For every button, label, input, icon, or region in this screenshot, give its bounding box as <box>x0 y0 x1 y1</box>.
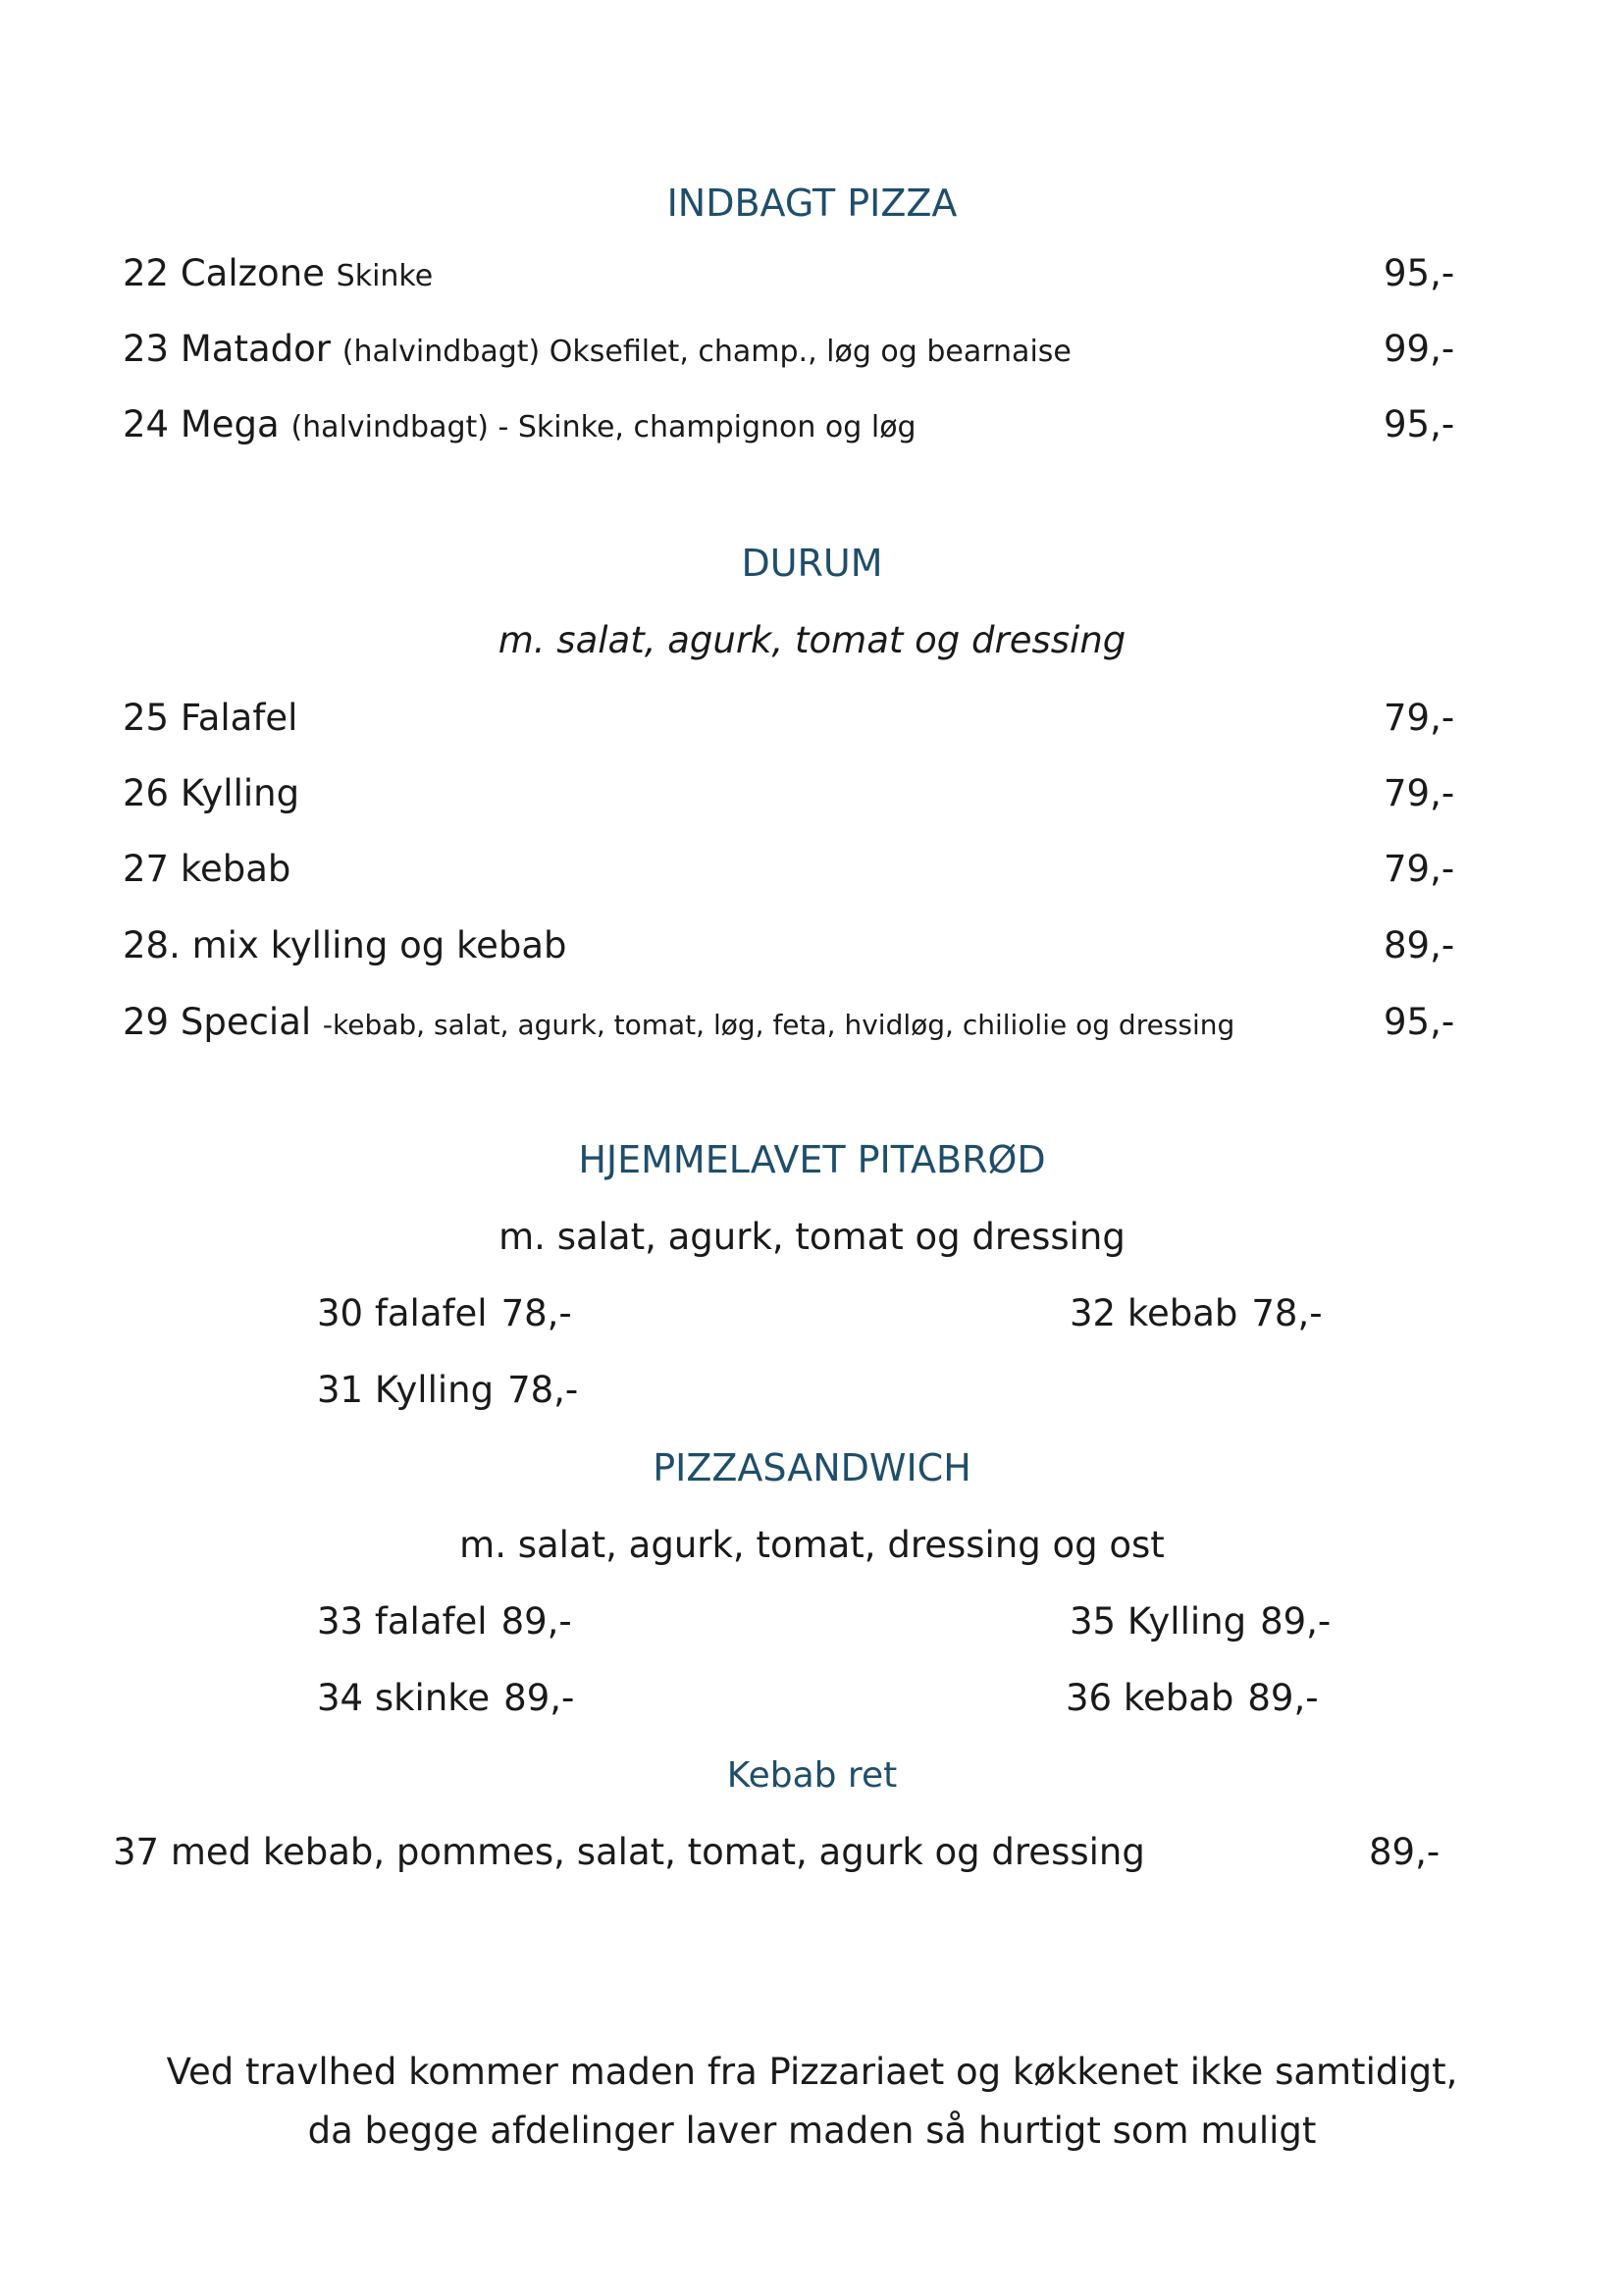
sandwich-item <box>317 1674 574 1723</box>
item-name: 32 kebab <box>1070 1292 1238 1334</box>
section-subtitle-durum: m. salat, agurk, tomat og dressing <box>498 619 1126 661</box>
item-name: 28. mix kylling og kebab <box>123 924 567 966</box>
menu-item <box>123 325 1455 374</box>
item-price: 95,- <box>1384 252 1455 294</box>
item-price: 79,- <box>1384 697 1455 739</box>
sandwich-item <box>1070 1597 1331 1646</box>
pita-item <box>1070 1289 1323 1338</box>
item-price: 78,- <box>500 1292 572 1334</box>
section-title-pizzasandwich: PIZZASANDWICH <box>653 1446 971 1489</box>
menu-item <box>123 998 1455 1047</box>
pita-item <box>317 1289 572 1338</box>
item-name: 36 kebab <box>1066 1677 1234 1719</box>
menu-item <box>123 845 1455 894</box>
item-price: 95,- <box>1384 1001 1455 1043</box>
item-price: 89,- <box>500 1600 572 1643</box>
item-price: 95,- <box>1384 403 1455 445</box>
item-price: 78,- <box>507 1369 579 1411</box>
menu-item <box>123 921 1455 970</box>
section-title-pitabrod: HJEMMELAVET PITABRØD <box>578 1138 1046 1181</box>
item-name: 24 Mega <box>123 403 280 445</box>
item-name: 23 Matador <box>123 328 331 370</box>
item-description: (halvindbagt) - Skinke, champignon og løg <box>290 410 917 444</box>
item-name: 29 Special <box>123 1001 312 1043</box>
item-price: 89,- <box>503 1677 575 1719</box>
item-name: 33 falafel <box>317 1600 488 1643</box>
item-description: -kebab, salat, agurk, tomat, løg, feta, hvidløg, chiliolie og dressing <box>322 1009 1235 1041</box>
item-name: 22 Calzone <box>123 252 325 294</box>
pita-item <box>317 1366 578 1415</box>
item-name: 35 Kylling <box>1070 1600 1247 1643</box>
section-title-indbagt-pizza: INDBAGT PIZZA <box>666 182 958 225</box>
item-name: 34 skinke <box>317 1677 491 1719</box>
item-price: 79,- <box>1384 772 1455 814</box>
footer-note-line-2: da begge afdelinger laver maden så hurtigt som muligt <box>307 2110 1317 2152</box>
item-description: (halvindbagt) Oksefilet, champ., løg og bearnaise <box>341 335 1072 369</box>
menu-item <box>123 400 1455 449</box>
section-subtitle-pizzasandwich: m. salat, agurk, tomat, dressing og ost <box>459 1524 1165 1566</box>
menu-item <box>123 249 1455 298</box>
item-name: 30 falafel <box>317 1292 488 1334</box>
menu-item <box>123 769 1455 818</box>
item-name: 31 Kylling <box>317 1369 495 1411</box>
item-name: 25 Falafel <box>123 697 298 739</box>
menu-item <box>123 694 1455 743</box>
item-price: 89,- <box>1369 1831 1441 1873</box>
sandwich-item <box>1066 1674 1319 1723</box>
item-description: Skinke <box>336 259 434 293</box>
section-subtitle-pitabrod: m. salat, agurk, tomat og dressing <box>498 1216 1126 1258</box>
menu-item <box>113 1828 1441 1877</box>
item-price: 89,- <box>1260 1600 1332 1643</box>
item-price: 78,- <box>1251 1292 1323 1334</box>
item-name: 27 kebab <box>123 848 291 890</box>
item-price: 99,- <box>1384 328 1455 370</box>
sandwich-item <box>317 1597 572 1646</box>
section-title-durum: DURUM <box>741 542 883 585</box>
item-name: 37 med kebab, pommes, salat, tomat, agurk og dressing <box>113 1831 1145 1873</box>
item-price: 79,- <box>1384 848 1455 890</box>
item-price: 89,- <box>1247 1677 1319 1719</box>
item-price: 89,- <box>1384 924 1455 966</box>
footer-note-line-1: Ved travlhed kommer maden fra Pizzariaet og køkkenet ikke samtidigt, <box>166 2051 1458 2093</box>
item-name: 26 Kylling <box>123 772 300 814</box>
section-title-kebab-ret: Kebab ret <box>726 1755 898 1796</box>
